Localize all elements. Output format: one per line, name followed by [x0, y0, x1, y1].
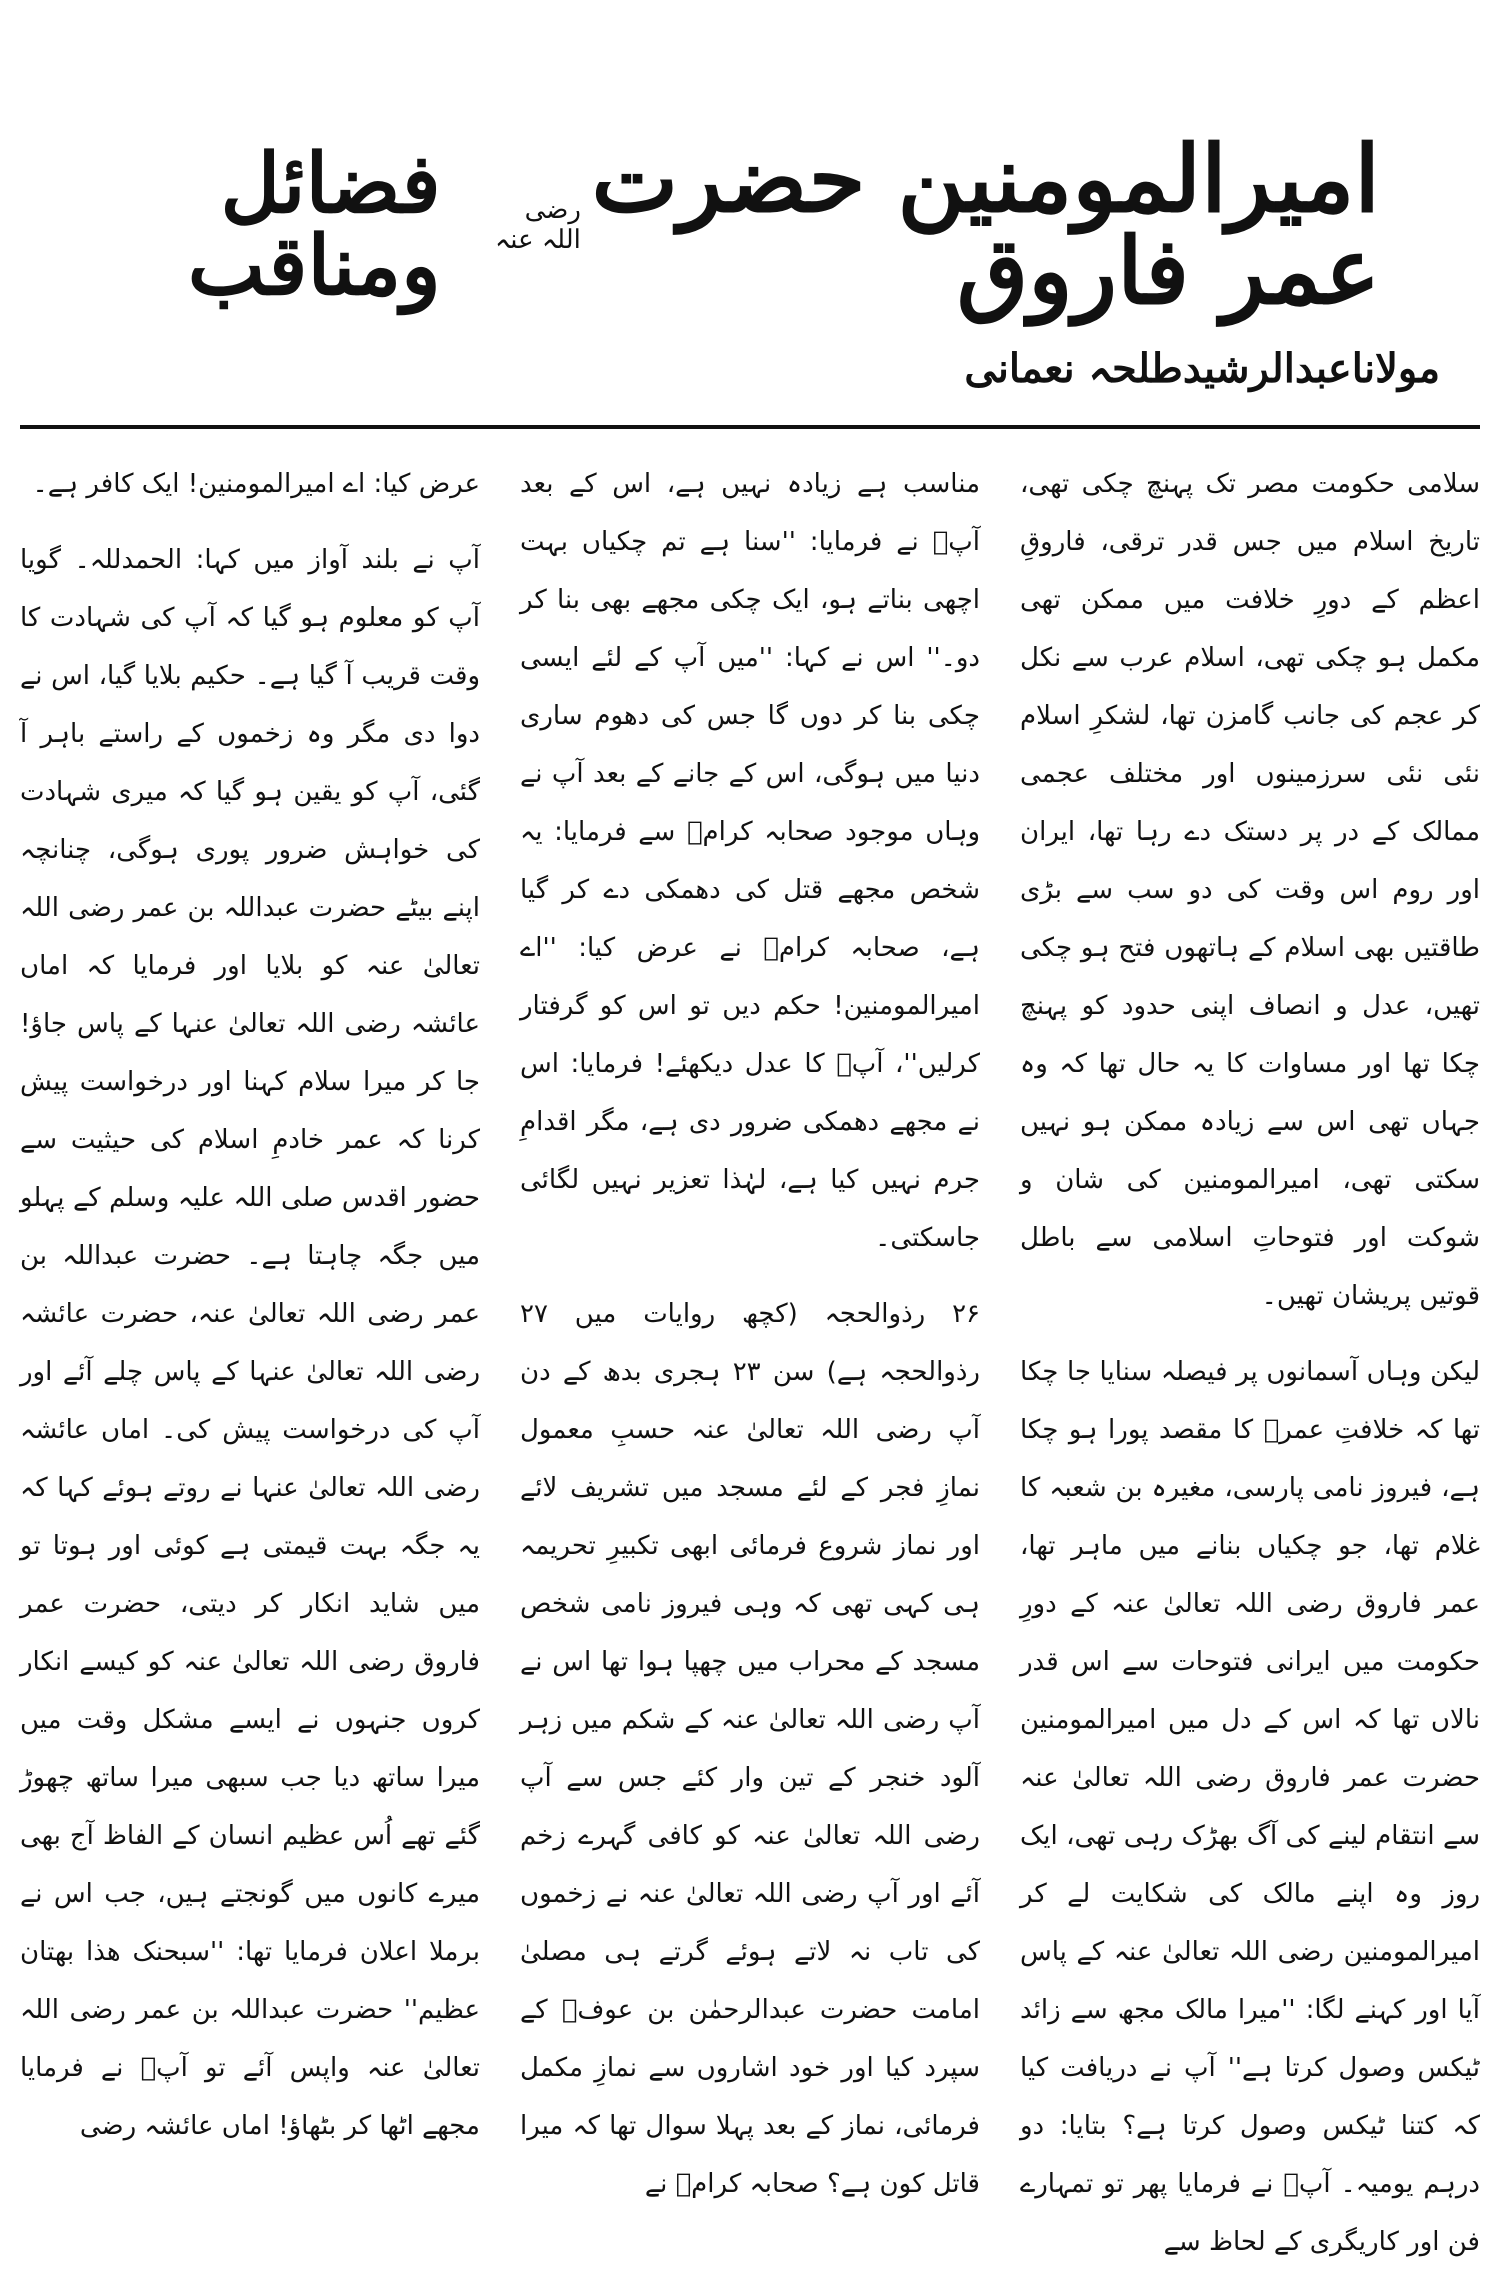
title-main: امیرالمومنین حضرت عمر فاروق: [591, 125, 1380, 325]
column-right: [1020, 455, 1480, 2257]
column-left-paragraph-2: آپ نے بلند آواز میں کہا: الحمدللہ۔ گویا آپ کو معلوم ہو گیا کہ آپ کی شہادت کا وقت قریب آ گیا ہے۔ حکیم بلایا گیا، اس نے دوا دی مگر وہ زخموں کے راستے باہر آ گئی، آپ کو یقین ہو گیا کہ میری شہادت کی خواہش ضرور پوری ہوگی، چنانچہ اپنے بیٹے حضرت عبداللہ بن عمر رضی اللہ تعالیٰ عنہ کو بلایا اور فرمایا کہ اماں عائشہ رضی اللہ تعالیٰ عنہا کے پاس جاؤ! جا کر میرا سلام کہنا اور درخواست پیش کرنا کہ عمر خادمِ اسلام کی حیثیت سے حضور اقدس صلی اللہ علیہ وسلم کے پہلو میں جگہ چاہتا ہے۔ حضرت عبداللہ بن عمر رضی اللہ تعالیٰ عنہ، حضرت عائشہ رضی اللہ تعالیٰ عنہا کے پاس چلے آئے اور آپ کی درخواست پیش کی۔ اماں عائشہ رضی اللہ تعالیٰ عنہا نے روتے ہوئے کہا کہ یہ جگہ بہت قیمتی ہے کوئی اور ہوتا تو میں شاید انکار کر دیتی، حضرت عمر فاروق رضی اللہ تعالیٰ عنہ کو کیسے انکار کروں جنہوں نے ایسے مشکل وقت میں میرا ساتھ دیا جب سبھی میرا ساتھ چھوڑ گئے تھے اُس عظیم انسان کے الفاظ آج بھی میرے کانوں میں گونجتے ہیں، جب اس نے برملا اعلان فرمایا تھا: ''سبحنک هذا بهتان عظیم'' حضرت عبداللہ بن عمر رضی اللہ تعالیٰ عنہ واپس آئے تو آپؓ نے فرمایا مجھے اٹھا کر بٹھاؤ! اماں عائشہ رضی: [20, 545, 480, 2141]
column-right-paragraph-2: لیکن وہاں آسمانوں پر فیصلہ سنایا جا چکا تھا کہ خلافتِ عمرؓ کا مقصد پورا ہو چکا ہے، فیروز نامی پارسی، مغیرہ بن شعبہ کا غلام تھا، جو چکیاں بنانے میں ماہر تھا، عمر فاروق رضی اللہ تعالیٰ عنہ کے دورِ حکومت میں ایرانی فتوحات سے اس قدر نالاں تھا کہ اس کے دل میں امیرالمومنین حضرت عمر فاروق رضی اللہ تعالیٰ عنہ سے انتقام لینے کی آگ بھڑک رہی تھی، ایک روز وہ اپنے مالک کی شکایت لے کر امیرالمومنین رضی اللہ تعالیٰ عنہ کے پاس آیا اور کہنے لگا: ''میرا مالک مجھ سے زائد ٹیکس وصول کرتا ہے'' آپ نے دریافت کیا کہ کتنا ٹیکس وصول کرتا ہے؟ بتایا: دو درہم یومیہ۔ آپؓ نے فرمایا پھر تو تمہارے فن اور کاریگری کے لحاظ سے: [1020, 1357, 1480, 2257]
title-sub: فضائل ومناقب: [187, 136, 441, 314]
column-middle-paragraph-2: ۲۶ رذوالحجہ (کچھ روایات میں ۲۷ رذوالحجہ ہے) سن ۲۳ ہجری بدھ کے دن آپ رضی اللہ تعالیٰ عنہ حسبِ معمول نمازِ فجر کے لئے مسجد میں تشریف لائے اور نماز شروع فرمائی ابھی تکبیرِ تحریمہ ہی کہی تھی کہ وہی فیروز نامی شخص مسجد کے محراب میں چھپا ہوا تھا اس نے آپ رضی اللہ تعالیٰ عنہ کے شکم میں زہر آلود خنجر کے تین وار کئے جس سے آپ رضی اللہ تعالیٰ عنہ کو کافی گہرے زخم آئے اور آپ رضی اللہ تعالیٰ عنہ نے زخموں کی تاب نہ لاتے ہوئے گرتے ہی مصلیٰ امامت حضرت عبدالرحمٰن بن عوفؓ کے سپرد کیا اور خود اشاروں سے نمازِ مکمل فرمائی، نماز کے بعد پہلا سوال تھا کہ میرا قاتل کون ہے؟ صحابہ کرامؓ نے: [520, 1299, 980, 2199]
column-middle: [520, 455, 980, 2199]
title-divider: [20, 425, 1480, 429]
column-left: [20, 455, 480, 2175]
column-right-paragraph-1: سلامی حکومت مصر تک پہنچ چکی تھی، تاریخ اسلام میں جس قدر ترقی، فاروقِ اعظم کے دورِ خلافت میں ممکن تھی مکمل ہو چکی تھی، اسلام عرب سے نکل کر عجم کی جانب گامزن تھا، لشکرِ اسلام نئی نئی سرزمینوں اور مختلف عجمی ممالک کے در پر دستک دے رہا تھا، ایران اور روم اس وقت کی دو سب سے بڑی طاقتیں بھی اسلام کے ہاتھوں فتح ہو چکی تھیں، عدل و انصاف اپنی حدود کو پہنچ چکا تھا اور مساوات کا یہ حال تھا کہ وہ جہاں تھی اس سے زیادہ ممکن ہو نہیں سکتی تھی، امیرالمومنین کی شان و شوکت اور فتوحاتِ اسلامی سے باطل قوتیں پریشان تھیں۔: [1020, 469, 1480, 1311]
article-columns: [20, 455, 1480, 2257]
column-left-paragraph-1: عرض کیا: اے امیرالمومنین! ایک کافر ہے۔: [32, 469, 480, 499]
article-title: [120, 125, 1380, 325]
title-honorific: رضی اللہ عنہ: [495, 195, 581, 255]
column-middle-paragraph-1: مناسب ہے زیادہ نہیں ہے، اس کے بعد آپؓ نے فرمایا: ''سنا ہے تم چکیاں بہت اچھی بناتے ہو، ایک چکی مجھے بھی بنا کر دو۔'' اس نے کہا: ''میں آپ کے لئے ایسی چکی بنا کر دوں گا جس کی دھوم ساری دنیا میں ہوگی، اس کے جانے کے بعد آپ نے وہاں موجود صحابہ کرامؓ سے فرمایا: یہ شخص مجھے قتل کی دھمکی دے کر گیا ہے، صحابہ کرامؓ نے عرض کیا: ''اے امیرالمومنین! حکم دیں تو اس کو گرفتار کرلیں''، آپؓ کا عدل دیکھئے! فرمایا: اس نے مجھے دھمکی ضرور دی ہے، مگر اقدامِ جرم نہیں کیا ہے، لہٰذا تعزیر نہیں لگائی جاسکتی۔: [520, 469, 980, 1253]
author-byline: مولاناعبدالرشیدطلحہ نعمانی: [964, 345, 1440, 392]
